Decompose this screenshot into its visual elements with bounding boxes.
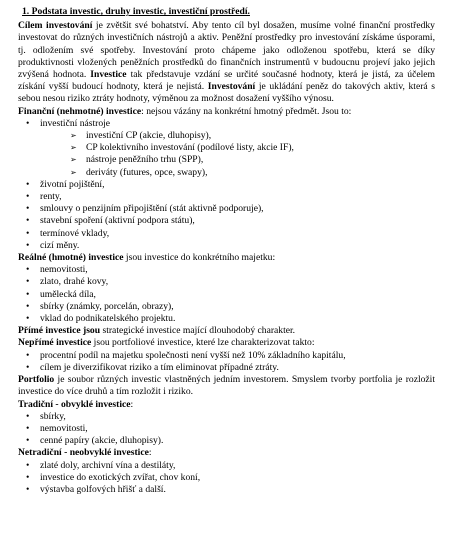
- list-item: • zlaté doly, archivní vína a destiláty,: [26, 459, 176, 471]
- arrow-bullet-icon: ➢: [70, 143, 77, 153]
- bullet-icon: •: [26, 410, 30, 422]
- bullet-icon: •: [26, 227, 30, 239]
- bullet-icon: •: [26, 191, 30, 203]
- bullet-icon: •: [26, 471, 30, 483]
- inv-label: Investice: [90, 69, 127, 81]
- sub-list-item: ➢ nástroje peněžního trhu (SPP),: [70, 154, 204, 166]
- portfolio-label: Portfolio: [18, 374, 55, 386]
- list-item: • životní pojištění,: [26, 178, 105, 190]
- list-item: • cílem je diverzifikovat riziko a tím eliminovat případné ztráty.: [26, 361, 279, 373]
- list-item: • nemovitosti,: [26, 422, 88, 434]
- list-item: • cenné papíry (akcie, dluhopisy).: [26, 435, 164, 447]
- list-item: • smlouvy o penzijním připojištění (stát aktivně podporuje),: [26, 203, 264, 215]
- sub-list-item: ➢ CP kolektivního investování (podílové listy, akcie IF),: [70, 142, 294, 154]
- financni-heading: [18, 106, 435, 118]
- list-item: • sbírky,: [26, 410, 66, 422]
- bullet-icon: •: [26, 276, 30, 288]
- portfolio-paragraph: [18, 374, 435, 398]
- prime-investice-line: [18, 325, 435, 337]
- investovani-label: Investování: [207, 81, 256, 93]
- tradicni-label: Tradiční - obvyklé investice: [18, 398, 131, 410]
- list-item: • procentní podíl na majetku společnosti není vyšší než 10% základního kapitálu,: [26, 349, 346, 361]
- bullet-icon: •: [26, 459, 30, 471]
- bullet-icon: •: [26, 313, 30, 325]
- intro-paragraph: [18, 20, 435, 105]
- realne-heading: [18, 252, 435, 264]
- bullet-icon: •: [26, 215, 30, 227]
- arrow-bullet-icon: ➢: [70, 167, 77, 177]
- list-item: • termínové vklady,: [26, 227, 110, 239]
- neprime-text: jsou portfoliové investice, které lze charakterizovat takto:: [91, 337, 315, 349]
- list-item: • vklad do podnikatelského projektu.: [26, 313, 176, 325]
- realne-label: Reálné (hmotné) investice: [18, 252, 124, 264]
- portfolio-text: je soubor různých investic vlastněných jedním investorem. Smyslem tvorby portfolia je rozložit investice do více druhů a tím rozložit i riziko.: [18, 374, 435, 398]
- bullet-icon: •: [26, 239, 30, 251]
- investovani-text: je ukládání peněz do takových aktiv, která s sebou nesou riziko ztráty hodnoty, výměnou za možnost dosažení vyššího výnosu.: [18, 81, 435, 105]
- list-item: • stavební spoření (aktivní podpora státu),: [26, 215, 195, 227]
- bullet-icon: •: [26, 264, 30, 276]
- bullet-icon: •: [26, 422, 30, 434]
- bullet-icon: •: [26, 361, 30, 373]
- prime-label: Přímé investice jsou: [18, 325, 101, 337]
- inv-text: tak představuje vzdání se určité současné hodnoty, která je jistá, za účelem získání vyšší budoucí hodnoty, která je nejistá.: [18, 69, 435, 93]
- cil-label: Cílem investování: [18, 20, 93, 32]
- bullet-icon: •: [26, 435, 30, 447]
- bullet-icon: •: [26, 300, 30, 312]
- bullet-icon: •: [26, 483, 30, 495]
- arrow-bullet-icon: ➢: [70, 131, 77, 141]
- tradicni-heading: Tradiční - obvyklé investice:: [18, 398, 134, 410]
- list-item: • renty,: [26, 191, 62, 203]
- bullet-icon: •: [26, 117, 30, 129]
- sub-list-item: ➢ investiční CP (akcie, dluhopisy),: [70, 130, 212, 142]
- list-item: • nemovitosti,: [26, 264, 88, 276]
- list-item: • zlato, drahé kovy,: [26, 276, 109, 288]
- sub-list-item: ➢ deriváty (futures, opce, swapy),: [70, 166, 208, 178]
- bullet-icon: •: [26, 288, 30, 300]
- list-item: • investiční nástroje: [26, 117, 111, 129]
- bullet-icon: •: [26, 349, 30, 361]
- netradicni-label: Netradiční - neobvyklé investice: [18, 447, 149, 459]
- financni-label: Finanční (nehmotné) investice: [18, 105, 142, 117]
- netradicni-heading: Netradiční - neobvyklé investice:: [18, 447, 152, 459]
- list-item: • sbírky (známky, porcelán, obrazy),: [26, 300, 174, 312]
- list-item: • umělecká díla,: [26, 288, 96, 300]
- prime-text: strategické investice mající dlouhodobý charakter.: [100, 325, 296, 337]
- bullet-icon: •: [26, 178, 30, 190]
- list-item: • investice do exotických zvířat, chov koní,: [26, 471, 201, 483]
- section-heading: 1. Podstata investic, druhy investic, investiční prostředí.: [22, 6, 250, 17]
- neprime-label: Nepřímé investice: [18, 337, 92, 349]
- bullet-icon: •: [26, 203, 30, 215]
- arrow-bullet-icon: ➢: [70, 155, 77, 165]
- financni-text: : nejsou vázány na konkrétní hmotný předmět. Jsou to:: [141, 105, 352, 117]
- realne-text: jsou investice do konkrétního majetku:: [123, 252, 276, 264]
- cil-text: je zvětšit své bohatství. Aby tento cíl byl dosažen, musíme volné finanční prostředky investovat do různých investičních nástrojů a aktiv. Peněžní prostředky pro investování získáme úsporami, tj. odložením své spotřeby. Investování proto chápeme jako odloženou spotřebu, která se díky produktivnosti vložených peněžních prostředků do finančních instrumentů v budoucnu projeví jako jejich zvýšená hodnota.: [18, 20, 435, 81]
- neprime-investice-line: [18, 337, 435, 349]
- list-item: • výstavba golfových hřišť a další.: [26, 483, 166, 495]
- list-item: • cizí měny.: [26, 239, 80, 251]
